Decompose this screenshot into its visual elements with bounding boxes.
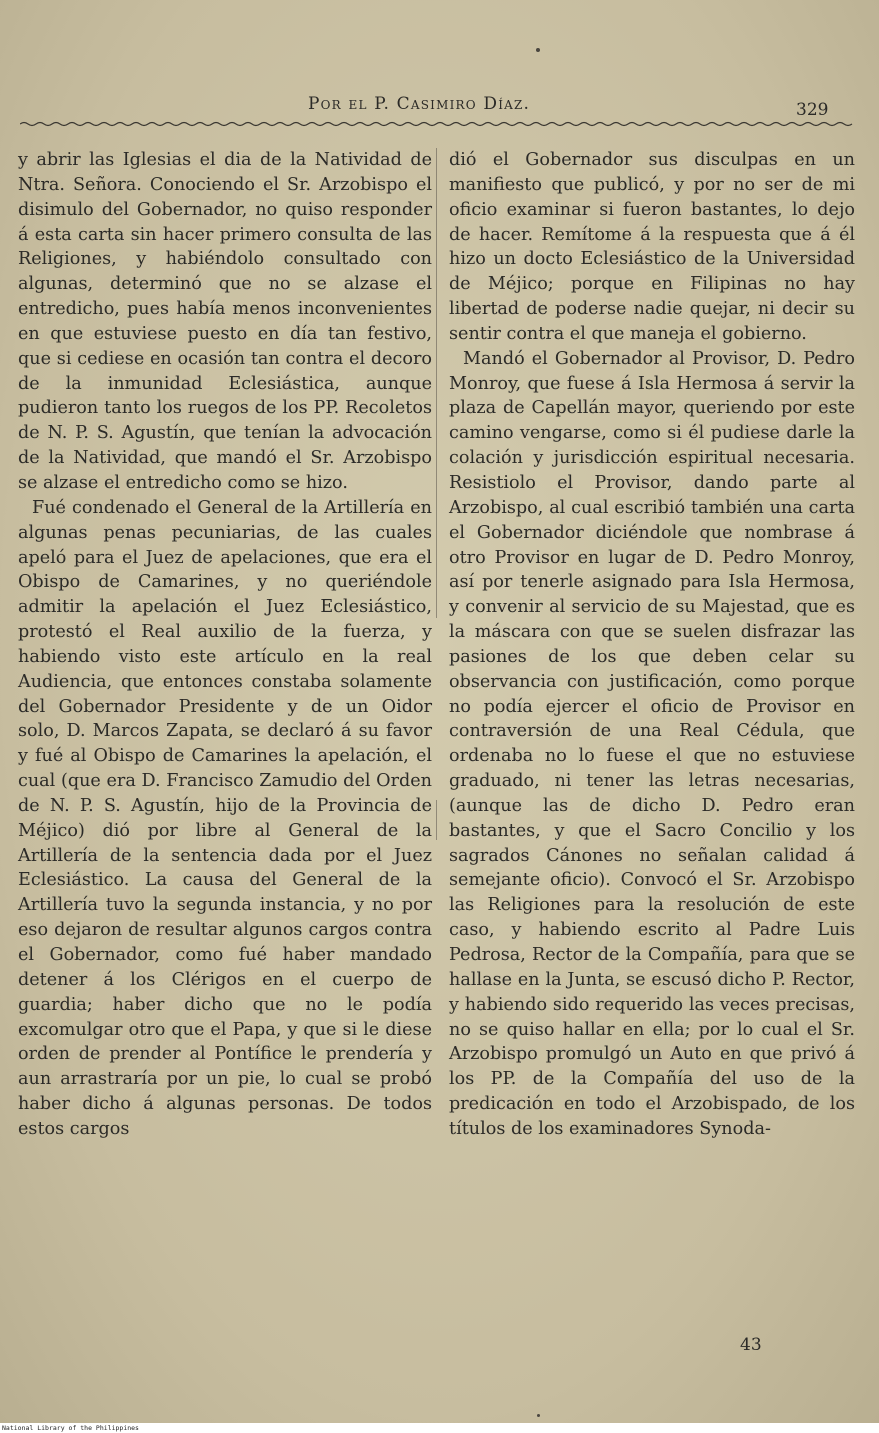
column-divider <box>436 800 437 840</box>
column-divider <box>436 148 437 618</box>
right-column <box>449 148 855 1142</box>
left-column <box>18 148 432 1142</box>
running-head: Por el P. Casimiro Díaz. <box>308 94 531 114</box>
library-credit: National Library of the Philippines <box>2 1424 139 1432</box>
page-number: 329 <box>796 100 829 120</box>
print-speck <box>536 48 540 52</box>
signature-mark: 43 <box>740 1335 762 1355</box>
paragraph: Mandó el Gobernador al Provisor, D. Pedro Monroy, que fuese á Isla Hermosa á servir la plaza de Capellán mayor, queriendo por este camino vengarse, como si él pudiese darle la colación y jurisdicción espiritual necesaria. Resistiolo el Provisor, dando parte al Arzobispo, al cual escribió también una carta el Gobernador diciéndole que nombrase á otro Provisor en lugar de D. Pedro Monroy, así por tenerle asignado para Isla Hermosa, y convenir al servicio de su Majestad, que es la máscara con que se suelen disfrazar las pasiones de los que deben celar su observancia con justificación, como porque no podía ejercer el oficio de Provisor en contraversión de una Real Cédula, que ordenaba no lo fuese el que no estuviese graduado, ni tener las letras necesarias, (aunque las de dicho D. Pedro eran bastantes, y que el Sacro Concilio y los sagrados Cánones no señalan calidad á semejante oficio). Convocó el Sr. Arzobispo las Religiones para la resolución de este caso, y habiendo escrito al Padre Luis Pedrosa, Rector de la Compañía, para que se hallase en la Junta, se escusó dicho P. Rector, y habiendo sido requerido las veces precisas, no se quiso hallar en ella; por lo cual el Sr. Arzobispo promulgó un Auto en que privó á los PP. de la Compañía del uso de la predicación en todo el Arzobispado, de los títulos de los examinadores Synoda- <box>449 348 855 1139</box>
print-speck <box>537 1414 540 1417</box>
paragraph: Fué condenado el General de la Artillería en algunas penas pecuniarias, de las cuales apeló para el Juez de apelaciones, que era el Obispo de Camarines, y no queriéndole admitir la apelación el Juez Eclesiástico, protestó el Real auxilio de la fuerza, y habiendo visto este artículo en la real Audiencia, que entonces constaba solamente del Gobernador Presidente y de un Oidor solo, D. Marcos Zapata, se declaró á su favor y fué al Obispo de Camarines la apelación, el cual (que era D. Francisco Zamudio del Orden de N. P. S. Agustín, hijo de la Provincia de Méjico) dió por libre al General de la Artillería de la sentencia dada por el Juez Eclesiástico. La causa del General de la Artillería tuvo la segunda instancia, y no por eso dejaron de resultar algunos cargos contra el Gobernador, como fué haber mandado detener á los Clérigos en el cuerpo de guardia; haber dicho que no le podía excomulgar otro que el Papa, y que si le diese orden de prender al Pontífice le prendería y aun arrastraría por un pie, lo cual se probó haber dicho á algunas personas. De todos estos cargos <box>18 497 432 1139</box>
paragraph: dió el Gobernador sus disculpas en un manifiesto que publicó, y por no ser de mi oficio examinar si fueron bastantes, lo dejo de hacer. Remítome á la respuesta que á él hizo un docto Eclesiástico de la Universidad de Méjico; porque en Filipinas no hay libertad de poderse nadie quejar, ni decir su sentir contra el que maneja el gobierno. <box>449 150 855 344</box>
page-header <box>0 94 879 124</box>
paragraph: y abrir las Iglesias el dia de la Natividad de Ntra. Señora. Conociendo el Sr. Arzobispo el disimulo del Gobernador, no quiso responder á esta carta sin hacer primero consulta de las Religiones, y habiéndolo consultado con algunas, determinó que no se alzase el entredicho, pues había menos inconvenientes en que estuviese puesto en día tan festivo, que si cediese en ocasión tan contra el decoro de la inmunidad Eclesiástica, aunque pudieron tanto los ruegos de los PP. Recoletos de N. P. S. Agustín, que tenían la advocación de la Natividad, que mandó el Sr. Arzobispo se alzase el entredicho como se hizo. <box>18 150 432 493</box>
header-rule <box>20 121 856 127</box>
